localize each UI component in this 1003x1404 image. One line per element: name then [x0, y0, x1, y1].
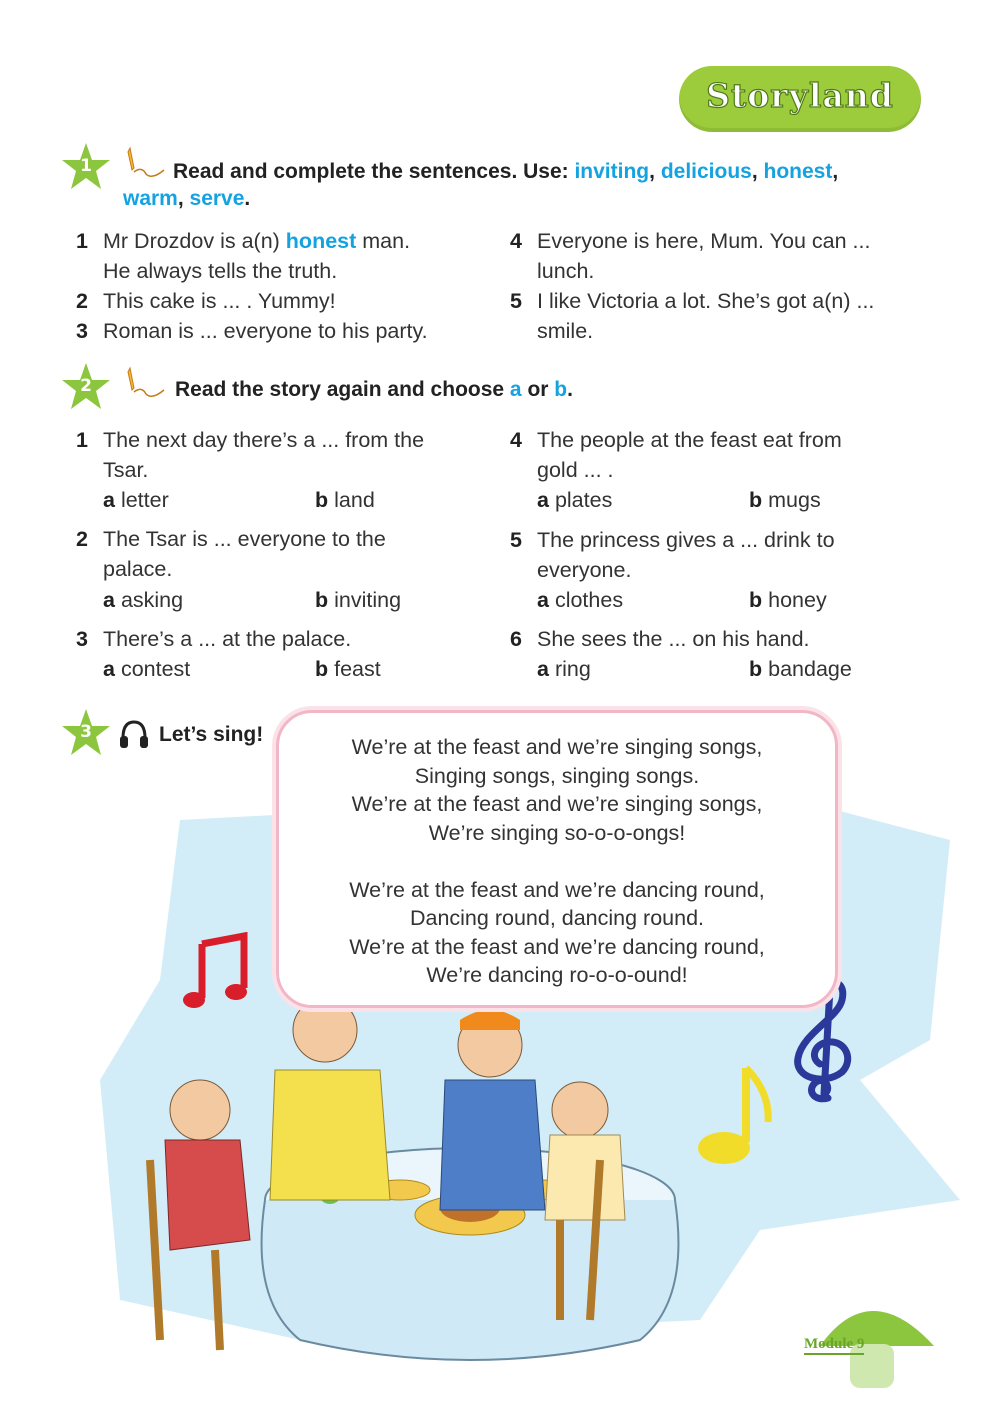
- exercise-2-instruction: Read the story again and choose a or b.: [175, 378, 573, 401]
- single-note-icon: [690, 1062, 780, 1172]
- storyland-badge: [679, 66, 921, 132]
- ex2-item-4-option-a[interactable]: a plates: [537, 488, 613, 512]
- ex2-item-4-option-b[interactable]: b mugs: [749, 488, 821, 512]
- exercise-3-instruction: Let’s sing!: [159, 723, 264, 746]
- exercise-3-star-icon: [60, 708, 112, 760]
- song-line: We’re singing so-o-o-ongs!: [428, 820, 686, 845]
- ex2-item-3-option-a[interactable]: a contest: [103, 657, 191, 681]
- exercise-3-number: 3: [80, 722, 92, 742]
- word-inviting: inviting: [574, 160, 650, 183]
- ex1-item-1: 1 Mr Drozdov is a(n) honest man. He always tells the truth.: [76, 229, 411, 283]
- exercise-1-star-icon: [60, 142, 112, 194]
- word-delicious: delicious: [660, 160, 752, 183]
- word-honest: honest: [763, 160, 833, 183]
- ex2-item-1-option-b[interactable]: b land: [315, 488, 375, 512]
- song-line: We’re dancing ro-o-o-ound!: [426, 963, 688, 987]
- exercise-2-star-icon: [60, 362, 112, 414]
- song-line: Dancing round, dancing round.: [409, 906, 705, 930]
- ex2-item-1-option-a[interactable]: a letter: [103, 488, 169, 512]
- exercise-1-number: 1: [80, 156, 92, 176]
- ex2-item-5-option-b[interactable]: b honey: [749, 588, 827, 612]
- ex1-item-1-answer: honest: [285, 229, 357, 253]
- ex2-item-2-option-a[interactable]: a asking: [103, 588, 184, 612]
- song-line: [279, 847, 835, 876]
- pencil-icon: [124, 366, 164, 400]
- song-line: We’re at the feast and we’re dancing round,: [349, 934, 765, 959]
- song-line: Singing songs, singing songs.: [414, 763, 700, 788]
- module-label: Module 9: [804, 1336, 864, 1355]
- headphones-icon[interactable]: [118, 718, 150, 750]
- ex2-item-2-option-b[interactable]: b inviting: [315, 588, 402, 612]
- song-line: We’re at the feast and we’re singing songs,: [351, 735, 763, 759]
- exercise-2-number: 2: [80, 376, 92, 396]
- double-note-icon: [182, 932, 252, 1012]
- song-line: We’re at the feast and we’re singing songs,: [351, 792, 763, 816]
- ex2-item-3-option-b[interactable]: b feast: [315, 657, 381, 681]
- exercise-1-instruction: Read and complete the sentences. Use: inviting, delicious, honest, warm, serve.: [123, 160, 839, 210]
- word-serve: serve: [189, 187, 245, 210]
- ex2-item-5-option-a[interactable]: a clothes: [537, 588, 624, 612]
- word-warm: warm: [123, 187, 178, 210]
- page-number: 93: [884, 1292, 906, 1312]
- song-line: We’re at the feast and we’re dancing round,: [349, 877, 765, 902]
- storyland-label: Storyland: [706, 76, 894, 115]
- song-lyrics-box: [276, 710, 838, 1008]
- ex2-item-6-option-b[interactable]: b bandage: [749, 657, 852, 681]
- ex2-item-6-option-a[interactable]: a ring: [537, 657, 591, 681]
